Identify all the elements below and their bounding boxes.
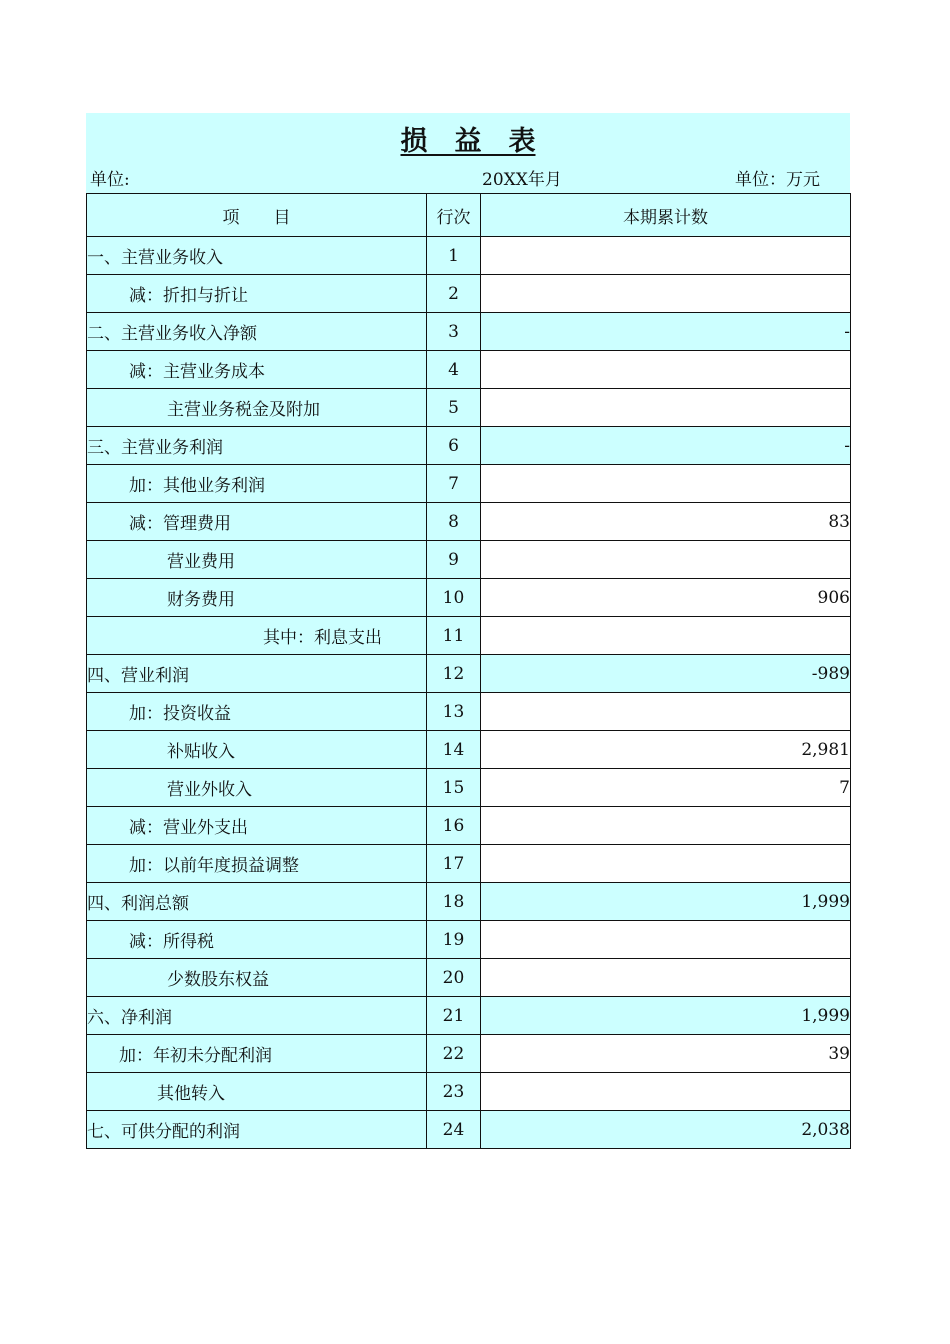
row-label: 加：以前年度损益调整 <box>87 845 427 883</box>
row-value[interactable] <box>481 275 851 313</box>
table-row <box>87 921 851 959</box>
row-label: 加：年初未分配利润 <box>87 1035 427 1073</box>
row-label: 一、主营业务收入 <box>87 237 427 275</box>
row-value[interactable] <box>481 617 851 655</box>
row-label: 减：主营业务成本 <box>87 351 427 389</box>
row-value[interactable] <box>481 237 851 275</box>
row-number: 16 <box>427 807 481 845</box>
row-value[interactable]: 1,999 <box>481 883 851 921</box>
table-row <box>87 1073 851 1111</box>
row-number: 12 <box>427 655 481 693</box>
row-label: 二、主营业务收入净额 <box>87 313 427 351</box>
row-number: 11 <box>427 617 481 655</box>
row-number: 2 <box>427 275 481 313</box>
row-number: 24 <box>427 1111 481 1149</box>
row-label: 加：投资收益 <box>87 693 427 731</box>
row-label: 减：营业外支出 <box>87 807 427 845</box>
row-label: 四、利润总额 <box>87 883 427 921</box>
row-value[interactable]: - <box>481 427 851 465</box>
table-row <box>87 845 851 883</box>
row-label: 少数股东权益 <box>87 959 427 997</box>
row-value[interactable]: 2,038 <box>481 1111 851 1149</box>
row-number: 6 <box>427 427 481 465</box>
row-number: 5 <box>427 389 481 427</box>
row-value[interactable]: 906 <box>481 579 851 617</box>
table-row <box>87 1111 851 1149</box>
row-label: 营业外收入 <box>87 769 427 807</box>
row-label: 补贴收入 <box>87 731 427 769</box>
row-number: 13 <box>427 693 481 731</box>
row-label: 七、可供分配的利润 <box>87 1111 427 1149</box>
row-number: 23 <box>427 1073 481 1111</box>
row-value[interactable] <box>481 959 851 997</box>
row-value[interactable] <box>481 465 851 503</box>
table-row <box>87 389 851 427</box>
unit-label-right: 单位：万元 <box>735 170 820 190</box>
row-label: 加：其他业务利润 <box>87 465 427 503</box>
row-value[interactable]: 83 <box>481 503 851 541</box>
table-header-row <box>87 194 851 237</box>
row-label: 四、营业利润 <box>87 655 427 693</box>
table-row <box>87 655 851 693</box>
row-value[interactable] <box>481 845 851 883</box>
row-number: 18 <box>427 883 481 921</box>
table-row <box>87 807 851 845</box>
table-row <box>87 579 851 617</box>
row-number: 15 <box>427 769 481 807</box>
row-value[interactable]: 7 <box>481 769 851 807</box>
row-label: 其中：利息支出 <box>87 617 427 655</box>
row-value[interactable] <box>481 389 851 427</box>
row-value[interactable] <box>481 351 851 389</box>
statement-header <box>86 113 850 193</box>
row-value[interactable]: -989 <box>481 655 851 693</box>
table-row <box>87 959 851 997</box>
row-number: 1 <box>427 237 481 275</box>
row-value[interactable] <box>481 693 851 731</box>
row-number: 9 <box>427 541 481 579</box>
table-row <box>87 1035 851 1073</box>
row-number: 20 <box>427 959 481 997</box>
table-row <box>87 731 851 769</box>
row-number: 10 <box>427 579 481 617</box>
statement-title <box>86 119 850 158</box>
table-row <box>87 313 851 351</box>
statement-title-text: 损 益 表 <box>400 126 536 157</box>
table-row <box>87 237 851 275</box>
table-row <box>87 351 851 389</box>
row-value[interactable] <box>481 1073 851 1111</box>
row-value[interactable]: 39 <box>481 1035 851 1073</box>
row-label: 减：所得税 <box>87 921 427 959</box>
row-number: 17 <box>427 845 481 883</box>
table-row <box>87 617 851 655</box>
row-label: 六、净利润 <box>87 997 427 1035</box>
row-value[interactable]: 2,981 <box>481 731 851 769</box>
row-number: 8 <box>427 503 481 541</box>
table-row <box>87 275 851 313</box>
period-label: 20XX年月 <box>482 170 562 190</box>
row-value[interactable] <box>481 807 851 845</box>
unit-label-left: 单位: <box>90 170 130 190</box>
row-number: 7 <box>427 465 481 503</box>
table-row <box>87 883 851 921</box>
row-number: 3 <box>427 313 481 351</box>
row-label: 三、主营业务利润 <box>87 427 427 465</box>
statement-table <box>86 193 851 1149</box>
table-row <box>87 427 851 465</box>
row-number: 4 <box>427 351 481 389</box>
row-label: 减：管理费用 <box>87 503 427 541</box>
row-number: 21 <box>427 997 481 1035</box>
row-value[interactable] <box>481 541 851 579</box>
column-header-item: 项 目 <box>87 194 427 237</box>
table-row <box>87 503 851 541</box>
row-label: 营业费用 <box>87 541 427 579</box>
table-row <box>87 465 851 503</box>
row-label: 主营业务税金及附加 <box>87 389 427 427</box>
row-label: 减：折扣与折让 <box>87 275 427 313</box>
table-row <box>87 693 851 731</box>
row-label: 其他转入 <box>87 1073 427 1111</box>
row-number: 22 <box>427 1035 481 1073</box>
table-row <box>87 541 851 579</box>
row-value[interactable]: 1,999 <box>481 997 851 1035</box>
table-row <box>87 997 851 1035</box>
row-value[interactable]: - <box>481 313 851 351</box>
row-number: 14 <box>427 731 481 769</box>
row-number: 19 <box>427 921 481 959</box>
table-row <box>87 769 851 807</box>
row-value[interactable] <box>481 921 851 959</box>
row-label: 财务费用 <box>87 579 427 617</box>
column-header-row-no: 行次 <box>427 194 481 237</box>
income-statement <box>86 113 850 1149</box>
column-header-value: 本期累计数 <box>481 194 851 237</box>
